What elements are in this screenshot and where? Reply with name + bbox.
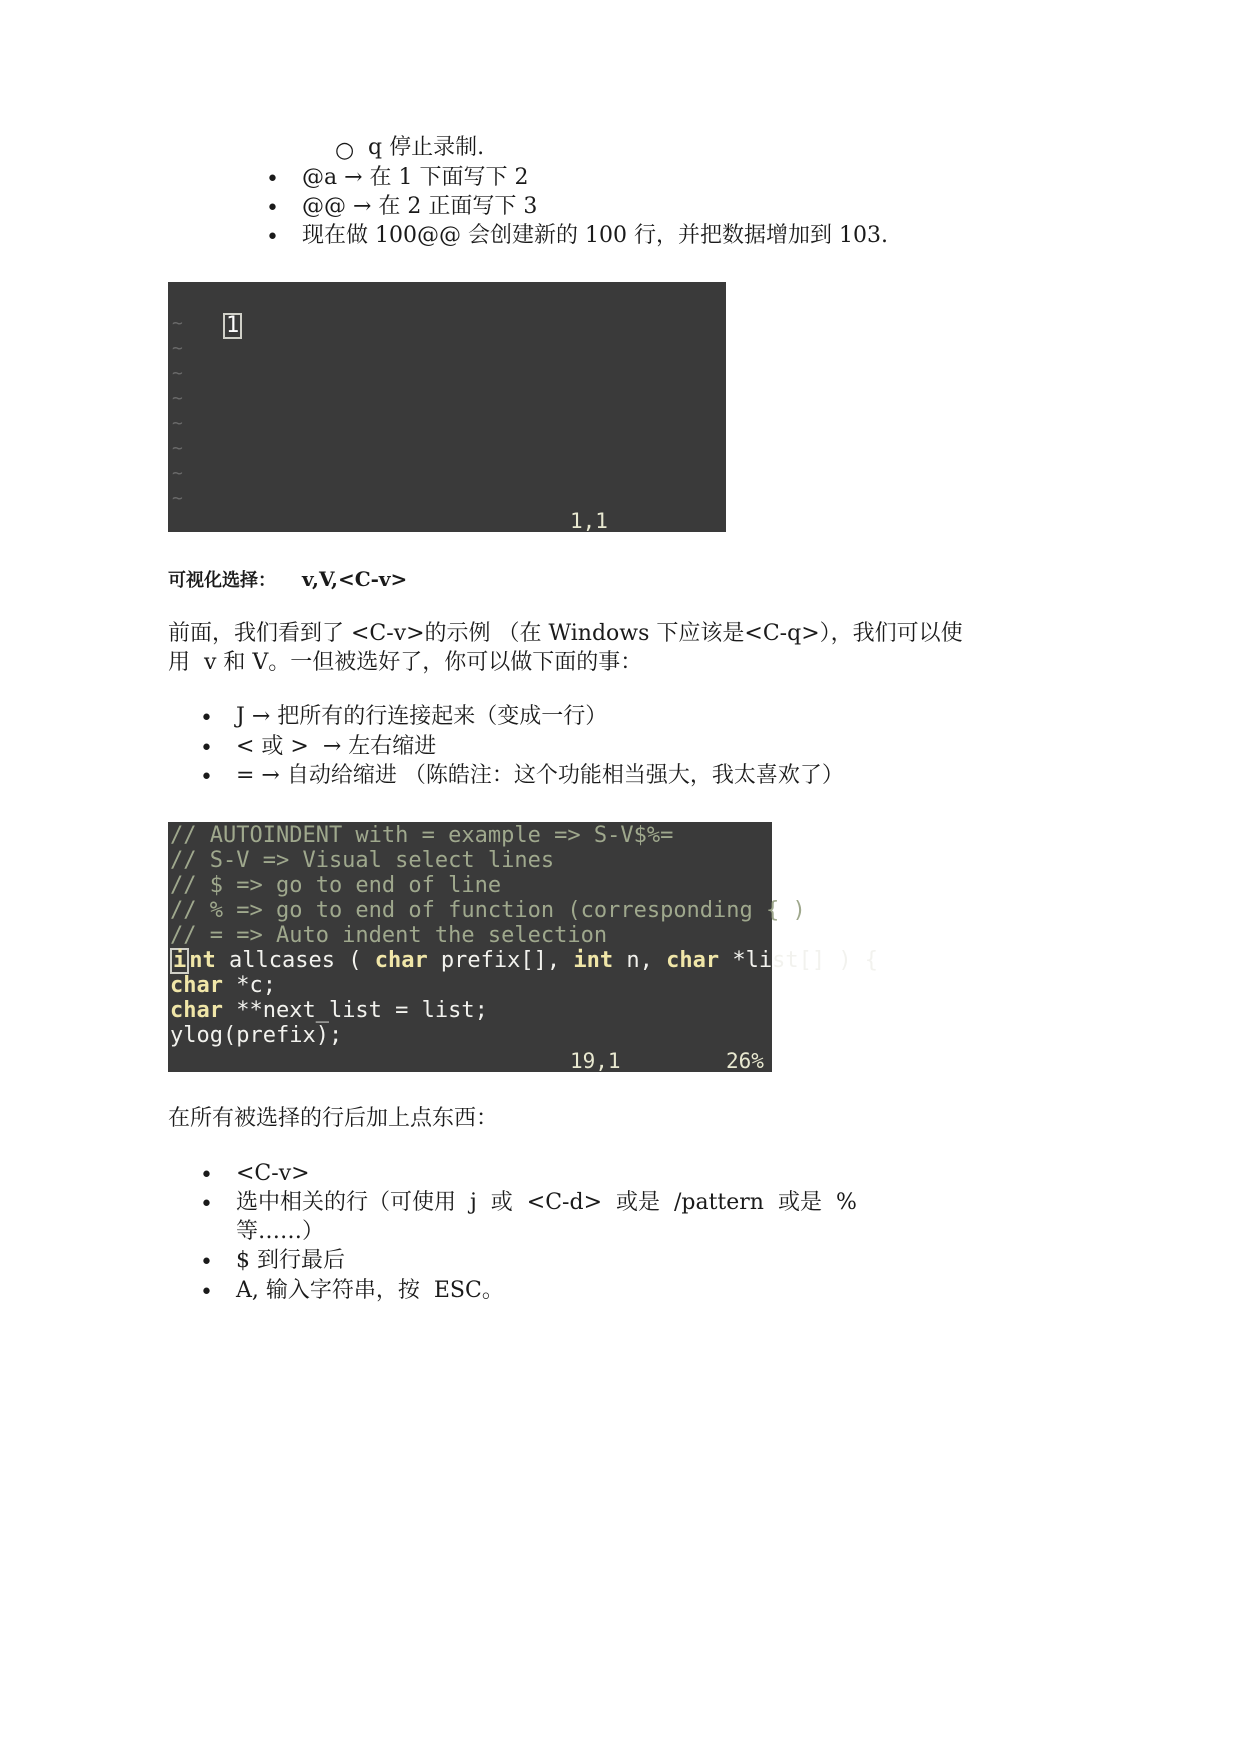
- bullet-icon: •: [266, 196, 279, 221]
- bullet-icon: •: [200, 1280, 213, 1305]
- list-item: A, 输入字符串，按 ESC。: [236, 1278, 504, 1303]
- intro-paragraph-line-1: 前面，我们看到了 <C-v>的示例 （在 Windows 下应该是<C-q>），我们可以使: [168, 621, 963, 646]
- tilde-icon: ~: [172, 388, 183, 409]
- vim-screenshot-code: [168, 822, 879, 1073]
- code-comment-line: // AUTOINDENT with = example => S-V$%=: [170, 823, 674, 848]
- code-line: [170, 997, 488, 1025]
- code-keyword: int: [573, 948, 614, 973]
- bullet-icon: •: [200, 736, 213, 761]
- intro-paragraph-line-2: 用 v 和 V。一但被选好了，你可以做下面的事：: [168, 650, 643, 675]
- code-comment-line: // $ => go to end of line: [170, 873, 502, 898]
- tilde-icon: ~: [172, 313, 183, 334]
- bullet-icon: •: [200, 765, 213, 790]
- section-heading-label: 可视化选择：: [168, 570, 276, 591]
- tilde-icon: ~: [172, 488, 183, 509]
- list-item: <C-v>: [236, 1161, 310, 1186]
- sub-list-marker: ○: [335, 138, 355, 163]
- section-heading: [168, 566, 407, 594]
- code-text: allcases (: [215, 948, 375, 973]
- vim-cursor: 1: [223, 313, 242, 339]
- tilde-icon: ~: [172, 413, 183, 434]
- list-item: 现在做 100@@ 会创建新的 100 行，并把数据增加到 103.: [302, 223, 888, 248]
- vim-cursor: i: [170, 948, 189, 974]
- vim-status-position: 1,1: [570, 509, 608, 533]
- code-text: *c;: [222, 973, 276, 998]
- list-item: = → 自动给缩进 （陈皓注：这个功能相当强大，我太喜欢了）: [236, 763, 844, 788]
- code-comment-line: // = => Auto indent the selection: [170, 923, 608, 948]
- section-heading-commands: v,V,<C-v>: [302, 567, 408, 591]
- code-keyword: nt: [189, 948, 216, 973]
- tilde-icon: ~: [172, 463, 183, 484]
- code-comment-line: // S-V => Visual select lines: [170, 848, 555, 873]
- append-heading: 在所有被选择的行后加上点东西：: [168, 1106, 499, 1131]
- code-keyword: char: [666, 948, 720, 973]
- bullet-icon: •: [266, 167, 279, 192]
- list-item: @a → 在 1 下面写下 2: [302, 165, 529, 190]
- tilde-icon: ~: [172, 363, 183, 384]
- code-line: [170, 972, 276, 1000]
- code-line: [170, 947, 878, 975]
- tilde-icon: ~: [172, 338, 183, 359]
- code-keyword: char: [374, 948, 428, 973]
- code-keyword: char: [170, 973, 223, 998]
- code-comment-line: // % => go to end of function (corresponding { ): [170, 898, 806, 923]
- code-keyword: char: [170, 998, 223, 1023]
- vim-status-position: 19,1: [570, 1049, 621, 1073]
- list-item: 选中相关的行（可使用 j 或 <C-d> 或是 /pattern 或是 %: [236, 1190, 857, 1215]
- code-text: *list[] ) {: [719, 948, 879, 973]
- code-line: ylog(prefix);: [170, 1023, 343, 1048]
- sub-list-item: q 停止录制.: [368, 135, 485, 160]
- bullet-icon: •: [200, 706, 213, 731]
- list-item-continuation: 等……）: [236, 1219, 325, 1244]
- bullet-icon: •: [200, 1163, 213, 1188]
- list-item: J → 把所有的行连接起来（变成一行）: [236, 704, 608, 729]
- bullet-icon: •: [200, 1250, 213, 1275]
- list-item: $ 到行最后: [236, 1248, 345, 1273]
- list-item: < 或 > → 左右缩进: [236, 734, 437, 759]
- bullet-icon: •: [266, 225, 279, 250]
- vim-status-percent: 26%: [726, 1049, 764, 1073]
- tilde-icon: ~: [172, 438, 183, 459]
- code-text: n,: [613, 948, 667, 973]
- code-text: prefix[],: [427, 948, 574, 973]
- vim-screenshot-empty: [168, 282, 726, 532]
- list-item: @@ → 在 2 正面写下 3: [302, 194, 538, 219]
- code-text: **next_list = list;: [222, 998, 488, 1023]
- bullet-icon: •: [200, 1192, 213, 1217]
